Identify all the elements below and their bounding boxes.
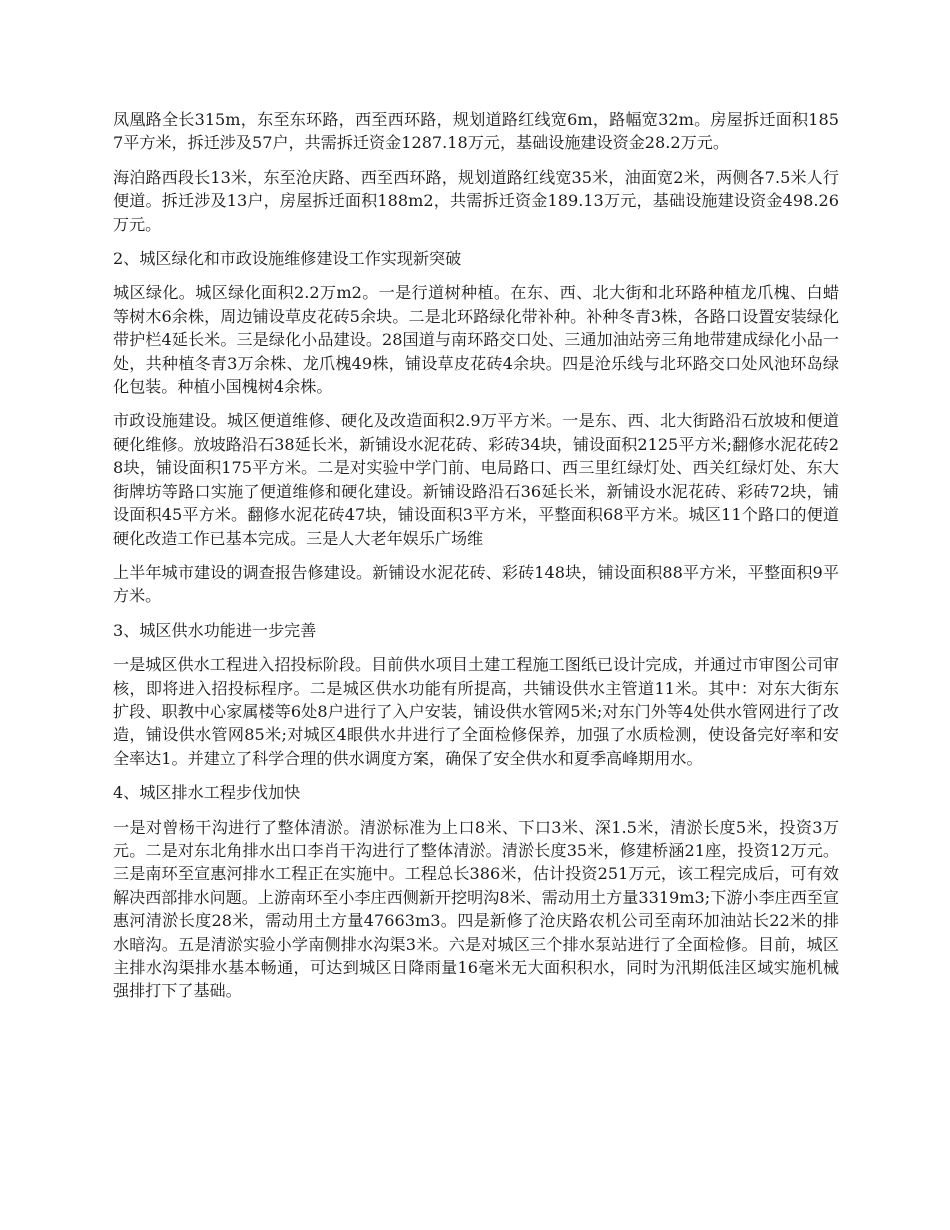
paragraph-fenghuang-road: 凤凰路全长315m，东至东环路，西至西环路，规划道路红线宽6m，路幅宽32m。房屋拆迁面积1857平方米，拆迁涉及57户，共需拆迁资金1287.18万元，基础设施建设资金28.2万元。 [113,110,839,153]
section-heading-drainage: 4、城区排水工程步伐加快 [113,783,301,803]
section-heading-water-supply: 3、城区供水功能进一步完善 [113,620,317,640]
paragraph-haibo-road: 海泊路西段长13米，东至沧庆路、西至西环路，规划道路红线宽35米，油面宽2米，两侧各7.5米人行便道。拆迁涉及13户，房屋拆迁面积188m2，共需拆迁资金189.13万元，基础设施建设资金498.26万元。 [113,167,839,234]
paragraph-drainage: 一是对曾杨干沟进行了整体清淤。清淤标准为上口8米、下口3米、深1.5米，清淤长度5米，投资3万元。二是对东北角排水出口李肖干沟进行了整体清淤。清淤长度35米，修建桥涵21座，投资12万元。三是南环至宣惠河排水工程正在实施中。工程总长386米，估计投资251万元，该工程完成后，可有效解决西部排水问题。上游南环至小李庄西侧新开挖明沟8米、需动用土方量3319m3;下游小李庄西至宣惠河清淤长度28米，需动用土方量47663m3。四是新修了沧庆路农机公司至南环加油站长22米的排水暗沟。五是清淤实验小学南侧排水沟渠3米。六是对城区三个排水泵站进行了全面检修。目前，城区主排水沟渠排水基本畅通，可达到城区日降雨量16毫米无大面积积水，同时为汛期低洼区域实施机械强排打下了基础。 [113,817,839,1001]
paragraph-municipal-facilities: 市政设施建设。城区便道维修、硬化及改造面积2.9万平方米。一是东、西、北大街路沿石放坡和便道硬化维修。放坡路沿石38延长米，新铺设水泥花砖、彩砖34块，铺设面积2125平方米;翻修水泥花砖28块，铺设面积175平方米。二是对实验中学门前、电局路口、西三里红绿灯处、西关红绿灯处、东大街牌坊等路口实施了便道维修和硬化建设。新铺设路沿石36延长米，新铺设水泥花砖、彩砖72块，铺设面积45平方米。翻修水泥花砖47块，铺设面积3平方米，平整面积68平方米。城区11个路口的便道硬化改造工作已基本完成。三是人大老年娱乐广场维 [113,411,839,548]
document-body [113,108,839,1014]
paragraph-survey-report: 上半年城市建设的调查报告修建设。新铺设水泥花砖、彩砖148块，铺设面积88平方米，平整面积9平方米。 [113,562,839,606]
section-heading-greening: 2、城区绿化和市政设施维修建设工作实现新突破 [113,249,462,269]
paragraph-urban-greening: 城区绿化。城区绿化面积2.2万m2。一是行道树种植。在东、西、北大街和北环路种植龙爪槐、白蜡等树木6余株，周边铺设草皮花砖5余块。二是北环路绿化带补种。补种冬青3株，各路口设置安装绿化带护栏4延长米。三是绿化小品建设。28国道与南环路交口处、三通加油站旁三角地带建成绿化小品一处，共种植冬青3万余株、龙爪槐49株，铺设草皮花砖4余块。四是沧乐线与北环路交口处风池环岛绿化包装。种植小国槐树4余株。 [113,283,839,397]
paragraph-water-supply: 一是城区供水工程进入招投标阶段。目前供水项目土建工程施工图纸已设计完成，并通过市审图公司审核，即将进入招投标程序。二是城区供水功能有所提高，共铺设供水主管道11米。其中：对东大街东扩段、职教中心家属楼等6处8户进行了入户安装，铺设供水管网5米;对东门外等4处供水管网进行了改造，铺设供水管网85米;对城区4眼供水井进行了全面检修保养，加强了水质检测，使设备完好率和安全率达1。并建立了科学合理的供水调度方案，确保了安全供水和夏季高峰期用水。 [113,655,839,768]
